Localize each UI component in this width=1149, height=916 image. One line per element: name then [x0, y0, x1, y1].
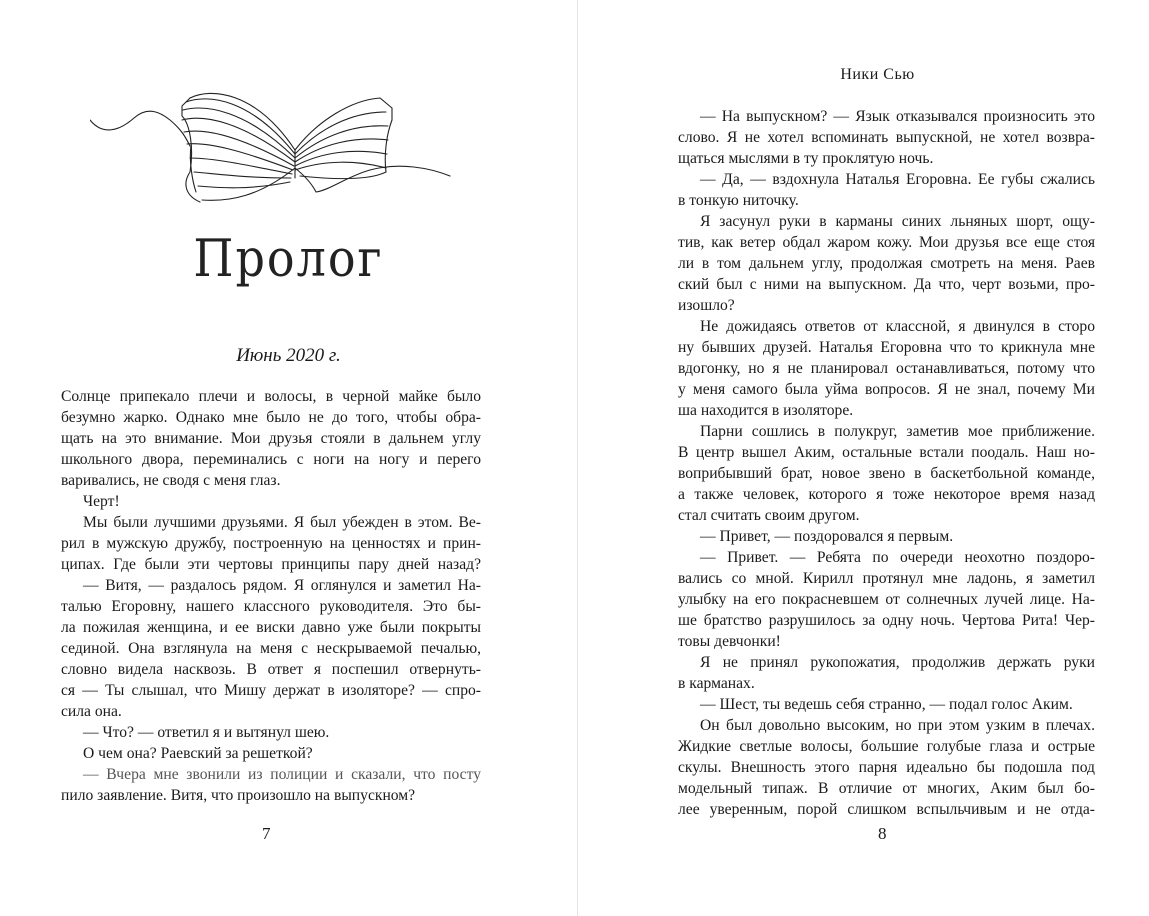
text-line: Жидкие светлые волосы, большие голубые глаза и острые — [678, 738, 1095, 755]
text-line: стал считать своим другом. — [678, 507, 860, 524]
text-line: тив, как ветер обдал жаром кожу. Мои друзья все еще стоя — [678, 234, 1095, 251]
text-line: у меня самого была уйма вопросов. Я не знал, почему Ми — [678, 381, 1095, 398]
text-line: воприбывший брат, новое звено в баскетбольной команде, — [678, 465, 1095, 482]
page-number: 7 — [262, 824, 271, 843]
text-line: — Что? — ответил я и вытянул шею. — [83, 724, 330, 741]
text-line: варивались, не сводя с меня глаз. — [61, 472, 281, 489]
running-head-author: Ники Сью — [840, 66, 915, 83]
text-line: В центр вышел Аким, остальные встали поодаль. Наш но- — [678, 444, 1095, 461]
text-line: Я засунул руки в карманы синих льняных шорт, ощу- — [700, 213, 1095, 230]
text-line: а также человек, которого я тоже некоторое время назад — [678, 486, 1095, 503]
text-line: безумно жарко. Однако мне было не до того, чтобы обра- — [61, 409, 481, 426]
text-line: сединой. Она взглянула на меня с нескрываемой печалью, — [61, 640, 481, 657]
text-line: — Шест, ты ведешь себя странно, — подал голос Аким. — [700, 696, 1073, 713]
text-line: сила она. — [61, 703, 122, 720]
text-line: Черт! — [83, 493, 120, 510]
text-line: пило заявление. Витя, что произошло на выпускном? — [61, 787, 416, 804]
text-line: ли в том дальнем углу, продолжая смотреть на меня. Раев — [678, 255, 1095, 272]
text-line: лее уверенным, порой слишком вспыльчивым и не отда- — [678, 801, 1095, 818]
text-line: рил в мужскую дружбу, построенную на ценностях и прин- — [61, 535, 481, 552]
text-line: — Вчера мне звонили из полиции и сказали, что посту — [83, 766, 481, 783]
text-line: вдогонку, но я не планировал останавливаться, потому что — [678, 360, 1095, 377]
text-line: ну бывших друзей. Наталья Егоровна что то крикнула мне — [678, 339, 1095, 356]
text-line: ла пожилая женщина, и ее виски давно уже были покрыты — [61, 619, 481, 636]
text-line: товы девчонки! — [678, 633, 781, 650]
text-line: ся — Ты слышал, что Мишу держат в изоляторе? — спро- — [61, 682, 481, 699]
text-line: ше братство разрушилось за одну ночь. Чертова Рита! Чер- — [678, 612, 1095, 629]
text-line: Солнце припекало плечи и волосы, в черной майке было — [61, 388, 481, 405]
text-line: модельный типаж. В отличие от многих, Аким был бо- — [678, 780, 1095, 797]
text-line: Он был довольно высоким, но при этом узким в плечах. — [700, 717, 1095, 734]
right-page — [578, 0, 1149, 916]
page-number: 8 — [878, 824, 887, 843]
text-line: щаться мыслями в ту проклятую ночь. — [678, 150, 934, 167]
text-line: — Витя, — раздалось рядом. Я оглянулся и заметил На- — [83, 577, 481, 594]
text-line: О чем она? Раевский за решеткой? — [83, 745, 313, 762]
text-line: в карманах. — [678, 675, 755, 692]
text-line: Я не принял рукопожатия, продолжив держать руки — [700, 654, 1095, 671]
text-line: слово. Я не хотел вспоминать выпускной, не хотел возвра- — [678, 129, 1095, 146]
text-line: щать на это внимание. Мои друзья стояли в дальнем углу — [61, 430, 481, 447]
text-line: — Привет, — поздоровался я первым. — [700, 528, 954, 545]
text-line: вались со мной. Кирилл протянул мне ладонь, я заметил — [678, 570, 1095, 587]
text-line: Парни сошлись в полукруг, заметив мое приближение. — [700, 423, 1095, 440]
text-line: скулы. Внешность этого парня идеально бы подошла под — [678, 759, 1095, 776]
text-line: — На выпускном? — Язык отказывался произносить это — [700, 108, 1095, 125]
text-line: ципах. Где были эти чертовы принципы пару дней назад? — [61, 556, 481, 573]
text-line: Не дожидаясь ответов от классной, я двинулся в сторо — [700, 318, 1095, 335]
text-line: — Да, — вздохнула Наталья Егоровна. Ее губы сжались — [700, 171, 1095, 188]
date-heading: Июнь 2020 г. — [236, 345, 341, 366]
text-line: ский был с ними на выпускном. Да что, черт возьми, про- — [678, 276, 1095, 293]
text-line: школьного двора, переминались с ноги на ногу и перего — [61, 451, 481, 468]
text-line: в тонкую ниточку. — [678, 192, 799, 209]
text-line: изошло? — [678, 297, 735, 314]
text-line: ша находится в изоляторе. — [678, 402, 854, 419]
open-book-illustration — [90, 80, 460, 215]
text-line: талью Егоровну, нашего классного руководителя. Это бы- — [61, 598, 481, 615]
text-line: Мы были лучшими друзьями. Я был убежден в этом. Ве- — [83, 514, 481, 531]
text-line: улыбку на его покрасневшем от солнечных лучей лице. На- — [678, 591, 1095, 608]
text-line: словно видела насквозь. В ответ я поспешил отвернуть- — [61, 661, 481, 678]
left-page-body — [61, 386, 481, 806]
right-page-body — [678, 106, 1095, 820]
chapter-title: Пролог — [193, 228, 384, 289]
text-line: — Привет. — Ребята по очереди неохотно поздоро- — [700, 549, 1095, 566]
